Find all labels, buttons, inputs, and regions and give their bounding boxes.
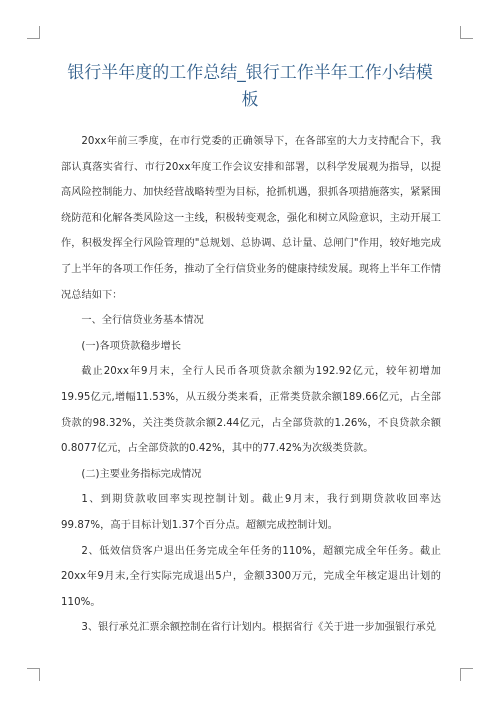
subsection-heading: (一)各项贷款稳步增长 [81, 340, 182, 352]
section-heading: 一、全行信贷业务基本情况 [81, 315, 204, 327]
item-paragraph: 2、低效信贷客户退出任务完成全年任务的110%，超额完成全年任务。截止20xx年9月末,全行实际完成退出5户，金额3300万元，完成全年核定退出计划的110%。 [61, 545, 441, 608]
loan-balance-paragraph: 截止20xx年9月末，全行人民币各项贷款余额为192.92亿元，较年初增加19.95亿元,增幅11.53%，从五级分类来看，正常类贷款余额189.66亿元，占全部贷款的98.32%，关注类贷款余额2.44亿元，占全部贷款的1.26%，不良贷款余额0.8077亿元，占全部贷款的0.42%，其中的77.42%为次级类贷款。 [61, 366, 441, 455]
item-paragraph: 1、到期贷款收回率实现控制计划。截止9月末，我行到期贷款收回率达99.87%，高于目标计划1.37个百分点。超额完成控制计划。 [61, 494, 441, 531]
document-body [61, 129, 441, 641]
item-paragraph: 3、银行承兑汇票余额控制在省行计划内。根据省行《关于进一步加强银行承兑 [81, 622, 436, 634]
crop-mark-bottom-right [460, 668, 473, 681]
intro-paragraph: 20xx年前三季度，在市行党委的正确领导下，在各部室的大力支持配合下，我部认真落实省行、市行20xx年度工作会议安排和部署，以科学发展观为指导，以提高风险控制能力、加快经营战略转型为目标，抢抓机遇，狠抓各项措施落实，紧紧围绕防范和化解各类风险这一主线，积极转变观念，强化和树立风险意识，主动开展工作，积极发挥全行风险管理的"总规划、总协调、总计量、总闸门"作用，较好地完成了上半年的各项工作任务，推动了全行信贷业务的健康持续发展。现将上半年工作情况总结如下： [61, 136, 441, 301]
crop-mark-bottom-left [27, 668, 40, 681]
crop-mark-top-right [460, 26, 473, 39]
subsection-heading: (二)主要业务指标完成情况 [81, 468, 202, 480]
document-title: 银行半年度的工作总结_银行工作半年工作小结模板 [67, 63, 433, 110]
crop-mark-top-left [27, 26, 40, 39]
